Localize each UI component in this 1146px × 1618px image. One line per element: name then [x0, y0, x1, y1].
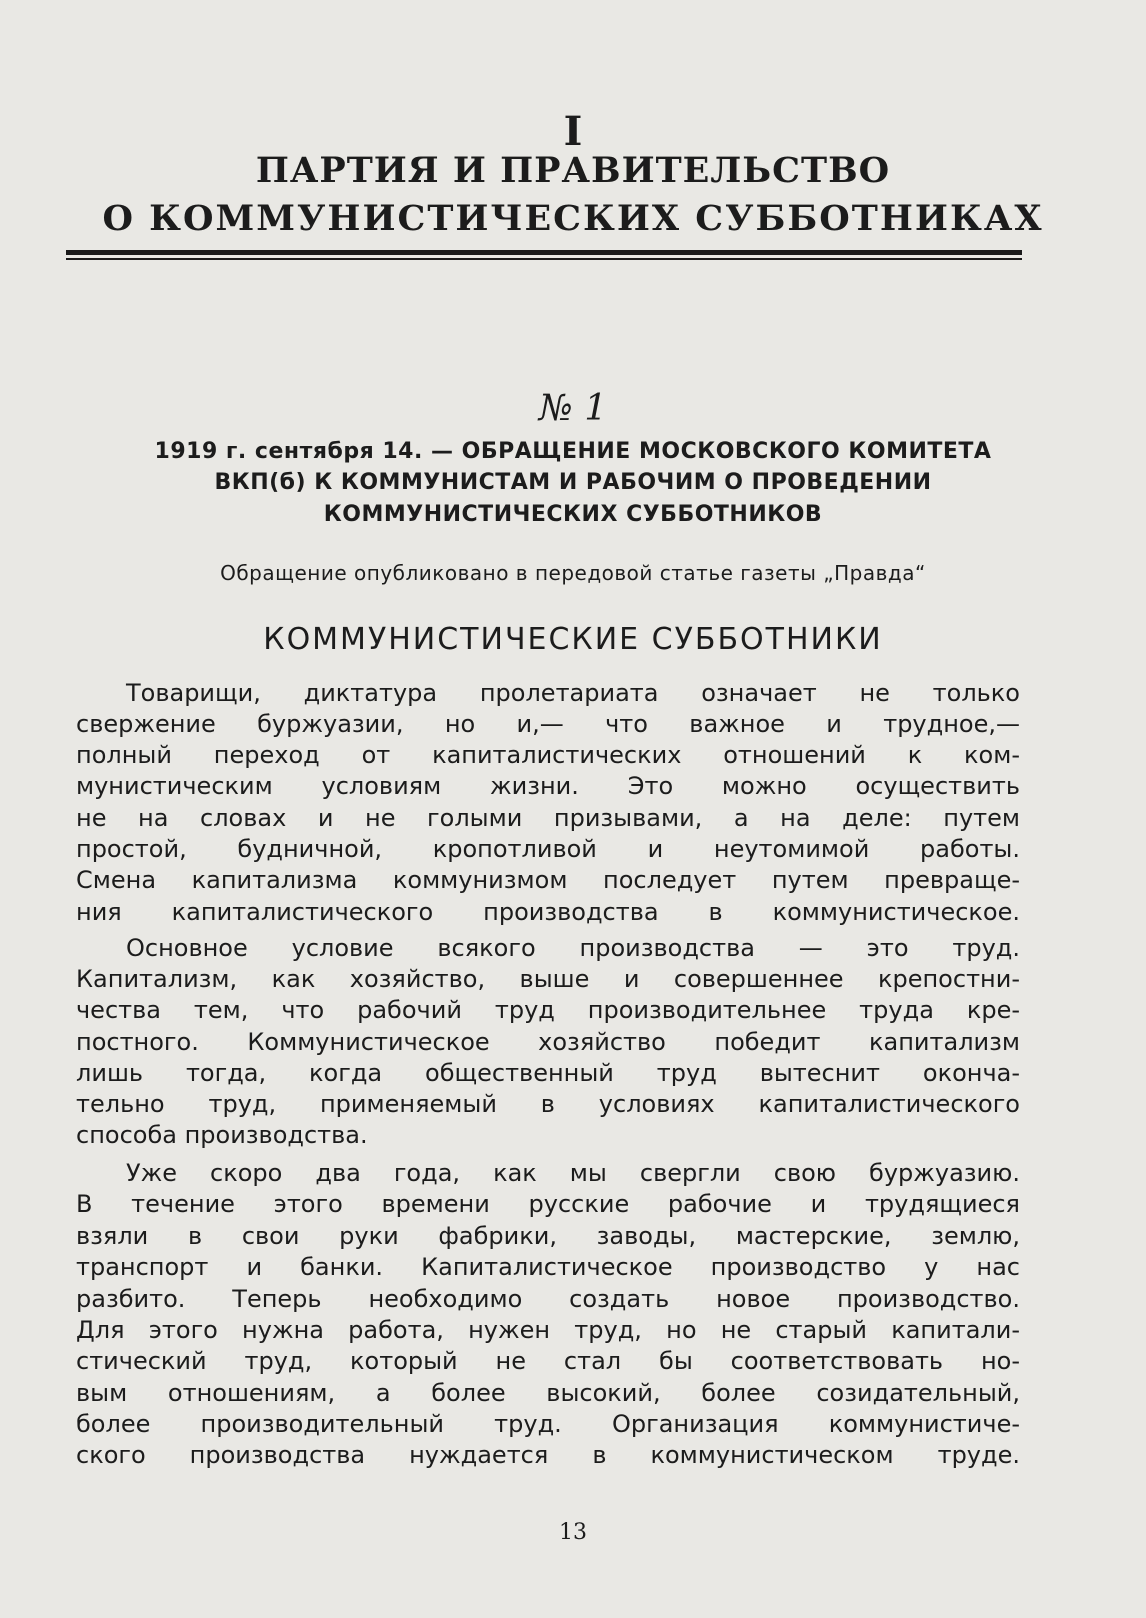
- body-line: Для этого нужна работа, нужен труд, но не старый капитали-: [76, 1316, 1020, 1344]
- body-line: мунистическим условиям жизни. Это можно осуществить: [76, 772, 1020, 800]
- body-line: Товарищи, диктатура пролетариата означает не только: [126, 679, 1020, 707]
- document-heading-line-1: 1919 г. сентября 14. — ОБРАЩЕНИЕ МОСКОВСКОГО КОМИТЕТА: [154, 439, 992, 464]
- body-line: Уже скоро два года, как мы свергли свою буржуазию.: [126, 1159, 1020, 1187]
- body-line: разбито. Теперь необходимо создать новое производство.: [76, 1285, 1020, 1313]
- body-line: свержение буржуазии, но и,— что важное и трудное,—: [76, 710, 1020, 738]
- body-line: Основное условие всякого производства — это труд.: [126, 934, 1020, 962]
- body-line: вым отношениям, а более высокий, более созидательный,: [76, 1379, 1020, 1407]
- part-title-line-1: ПАРТИЯ И ПРАВИТЕЛЬСТВО: [255, 150, 891, 191]
- body-line: Капитализм, как хозяйство, выше и совершеннее крепостни-: [76, 965, 1020, 993]
- title-rule-thick: [66, 250, 1022, 255]
- body-line: стический труд, который не стал бы соответствовать но-: [76, 1347, 1020, 1375]
- title-rule-thin: [66, 258, 1022, 260]
- body-line: ского производства нуждается в коммунистическом труде.: [76, 1441, 1020, 1469]
- body-line: не на словах и не голыми призывами, а на деле: путем: [76, 804, 1020, 832]
- body-line: транспорт и банки. Капиталистическое производство у нас: [76, 1253, 1020, 1281]
- document-heading-line-2: ВКП(б) К КОММУНИСТАМ И РАБОЧИМ О ПРОВЕДЕНИИ: [214, 470, 932, 495]
- publication-note: Обращение опубликовано в передовой статье газеты „Правда“: [220, 561, 926, 585]
- body-line: лишь тогда, когда общественный труд вытеснит оконча-: [76, 1059, 1020, 1087]
- body-line: ния капиталистического производства в коммунистическое.: [76, 898, 1020, 926]
- document-number: № 1: [538, 388, 608, 429]
- body-line: чества тем, что рабочий труд производительнее труда кре-: [76, 996, 1020, 1024]
- body-line: более производительный труд. Организация коммунистиче-: [76, 1410, 1020, 1438]
- body-line: В течение этого времени русские рабочие и трудящиеся: [76, 1190, 1020, 1218]
- body-line: взяли в свои руки фабрики, заводы, мастерские, землю,: [76, 1222, 1020, 1250]
- body-line: тельно труд, применяемый в условиях капиталистического: [76, 1090, 1020, 1118]
- body-line: постного. Коммунистическое хозяйство победит капитализм: [76, 1028, 1020, 1056]
- article-title: КОММУНИСТИЧЕСКИЕ СУББОТНИКИ: [263, 622, 883, 657]
- part-title-line-2: О КОММУНИСТИЧЕСКИХ СУББОТНИКАХ: [102, 198, 1044, 239]
- part-number: I: [563, 108, 583, 155]
- body-line: простой, будничной, кропотливой и неутомимой работы.: [76, 835, 1020, 863]
- page-number: 13: [559, 1520, 587, 1545]
- body-line: способа производства.: [76, 1121, 368, 1149]
- body-line: Смена капитализма коммунизмом последует путем превраще-: [76, 866, 1020, 894]
- body-line: полный переход от капиталистических отношений к ком-: [76, 741, 1020, 769]
- document-heading-line-3: КОММУНИСТИЧЕСКИХ СУББОТНИКОВ: [323, 502, 823, 527]
